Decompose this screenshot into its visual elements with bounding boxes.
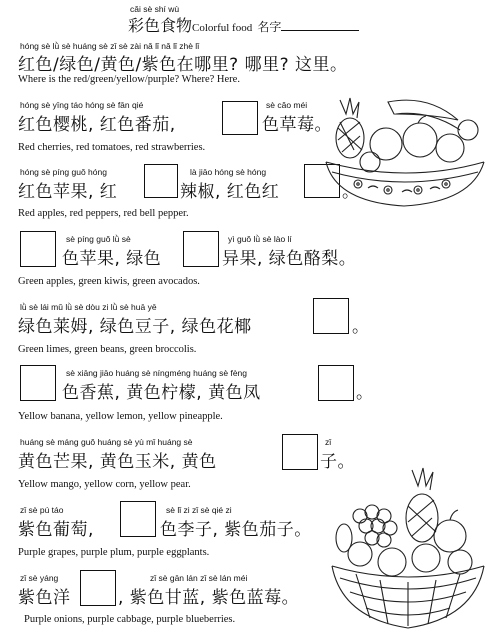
- row1-english: Red cherries, red tomatoes, red strawberries.: [18, 142, 206, 153]
- row7-chinese-b: 色李子, 紫色茄子。: [160, 520, 312, 540]
- row2-pinyin-a: hóng sè píng guǒ hóng: [20, 167, 107, 177]
- row4-pinyin-a: lǜ sè lái mǔ lǜ sè dòu zi lǜ sè huā yē: [20, 302, 157, 312]
- row8-pinyin-b: zǐ sè gān lán zǐ sè lán méi: [150, 573, 248, 583]
- title-english: Colorful food: [192, 22, 253, 34]
- fruit-basket-illustration-bottom: [330, 466, 486, 636]
- row2-chinese-a: 红色苹果, 红: [18, 182, 118, 202]
- row8-chinese-b: , 紫色甘蓝, 紫色蓝莓。: [118, 588, 300, 608]
- page-title: [128, 13, 359, 36]
- row6-english: Yellow mango, yellow corn, yellow pear.: [18, 479, 191, 490]
- row4-chinese-b: 。: [352, 317, 370, 337]
- row4-chinese-a: 绿色莱姆, 绿色豆子, 绿色花椰: [18, 317, 252, 337]
- row1-chinese-a: 红色樱桃, 红色番茄,: [18, 115, 176, 135]
- row8-english: Purple onions, purple cabbage, purple blueberries.: [24, 614, 236, 625]
- title-pinyin: cǎi sè shí wù: [130, 4, 180, 14]
- row8-answer-box[interactable]: [80, 570, 116, 606]
- row7-pinyin-b: sè lǐ zi zǐ sè qié zi: [166, 505, 232, 515]
- name-label: 名字: [257, 20, 282, 34]
- row4-answer-box[interactable]: [313, 298, 349, 334]
- row5-chinese-b: 。: [356, 383, 374, 403]
- row0-english: Where is the red/green/yellow/purple? Where? Here.: [18, 74, 240, 85]
- title-chinese: 彩色食物: [128, 16, 193, 35]
- row2-answer-box-1[interactable]: [144, 164, 178, 198]
- row6-chinese-a: 黄色芒果, 黄色玉米, 黄色: [18, 452, 217, 472]
- row5-pinyin-a: sè xiāng jiāo huáng sè níngméng huáng sè fèng: [66, 368, 247, 378]
- row0-pinyin: hóng sè lǜ sè huáng sè zǐ sè zài nǎ lǐ nǎ lǐ zhè lǐ: [20, 41, 200, 51]
- fruit-bowl-illustration-top: [318, 92, 486, 212]
- row1-answer-box[interactable]: [222, 101, 258, 135]
- row3-english: Green apples, green kiwis, green avocados.: [18, 276, 200, 287]
- row7-answer-box[interactable]: [120, 501, 156, 537]
- row1-pinyin-a: hóng sè yīng táo hóng sè fān qié: [20, 100, 144, 110]
- row7-english: Purple grapes, purple plum, purple eggplants.: [18, 547, 210, 558]
- row6-answer-box[interactable]: [282, 434, 318, 470]
- row3-pinyin-a: sè píng guǒ lǜ sè: [66, 234, 131, 244]
- row5-chinese-a: 色香蕉, 黄色柠檬, 黄色凤: [62, 383, 261, 403]
- row2-pinyin-b: là jiāo hóng sè hóng: [190, 167, 267, 177]
- row6-chinese-b: 子。: [320, 452, 355, 472]
- row8-pinyin-a: zǐ sè yáng: [20, 573, 59, 583]
- row0-chinese: 红色/绿色/黄色/紫色在哪里? 哪里? 这里。: [18, 55, 348, 75]
- row2-chinese-b: 辣椒, 红色红: [180, 182, 280, 202]
- row3-answer-box-1[interactable]: [20, 231, 56, 267]
- row4-english: Green limes, green beans, green broccolis.: [18, 344, 197, 355]
- row1-pinyin-b: sè cǎo méi: [266, 100, 308, 110]
- name-blank-line[interactable]: [281, 20, 359, 31]
- row6-pinyin-b: zǐ: [325, 437, 332, 447]
- row7-chinese-a: 紫色葡萄,: [18, 520, 94, 540]
- row5-english: Yellow banana, yellow lemon, yellow pineapple.: [18, 411, 223, 422]
- row5-answer-box-2[interactable]: [318, 365, 354, 401]
- row6-pinyin-a: huáng sè máng guǒ huáng sè yù mǐ huáng sè: [20, 437, 193, 447]
- row3-chinese-b: 异果, 绿色酪梨。: [222, 249, 357, 269]
- row1-chinese-b: 色草莓。: [262, 115, 332, 135]
- row3-answer-box-2[interactable]: [183, 231, 219, 267]
- row3-pinyin-b: yì guǒ lǜ sè lào lí: [228, 234, 292, 244]
- row2-chinese-c: 。: [342, 182, 360, 202]
- row3-chinese-a: 色苹果, 绿色: [62, 249, 162, 269]
- row5-answer-box-1[interactable]: [20, 365, 56, 401]
- row7-pinyin-a: zǐ sè pú táo: [20, 505, 64, 515]
- row8-chinese-a: 紫色洋: [18, 588, 71, 608]
- row2-english: Red apples, red peppers, red bell pepper.: [18, 208, 189, 219]
